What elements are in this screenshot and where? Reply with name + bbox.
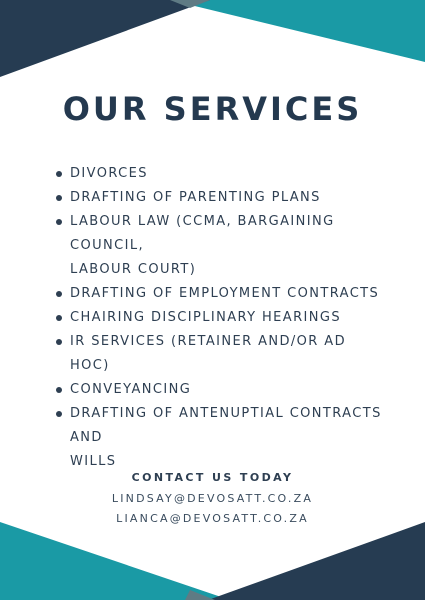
service-label-continued: WILLS <box>70 454 117 469</box>
list-item <box>56 282 386 306</box>
list-item <box>56 186 386 210</box>
services-list <box>56 162 386 474</box>
service-label: DRAFTING OF EMPLOYMENT CONTRACTS <box>70 286 380 301</box>
service-label: CHAIRING DISCIPLINARY HEARINGS <box>70 310 341 325</box>
contact-section <box>0 471 425 529</box>
list-item <box>56 162 386 186</box>
bottom-navy-shape <box>208 522 425 600</box>
bullet-icon <box>56 171 62 177</box>
bullet-icon <box>56 291 62 297</box>
contact-heading: CONTACT US TODAY <box>131 471 294 484</box>
list-item <box>56 306 386 330</box>
list-item <box>56 330 386 378</box>
list-item <box>56 210 386 282</box>
bullet-icon <box>56 315 62 321</box>
service-label: DRAFTING OF ANTENUPTIAL CONTRACTS AND <box>70 406 382 445</box>
email-link[interactable]: LINDSAY@DEVOSATT.CO.ZA <box>111 492 314 505</box>
top-teal-shape <box>170 0 425 62</box>
bullet-icon <box>56 387 62 393</box>
list-item <box>56 402 386 474</box>
bullet-icon <box>56 339 62 345</box>
service-label: IR SERVICES (RETAINER AND/OR AD HOC) <box>70 334 346 373</box>
top-navy-shape <box>0 0 210 77</box>
list-item <box>56 378 386 402</box>
service-label: DRAFTING OF PARENTING PLANS <box>70 190 321 205</box>
service-label: LABOUR LAW (CCMA, BARGAINING COUNCIL, <box>70 214 335 253</box>
bottom-teal-shape <box>0 522 230 600</box>
bullet-icon <box>56 411 62 417</box>
email-link[interactable]: LIANCA@DEVOSATT.CO.ZA <box>116 512 309 525</box>
bullet-icon <box>56 195 62 201</box>
service-label: CONVEYANCING <box>70 382 192 397</box>
bullet-icon <box>56 219 62 225</box>
service-label-continued: LABOUR COURT) <box>70 262 197 277</box>
page-title: OUR SERVICES <box>62 90 363 128</box>
service-label: DIVORCES <box>70 166 148 181</box>
